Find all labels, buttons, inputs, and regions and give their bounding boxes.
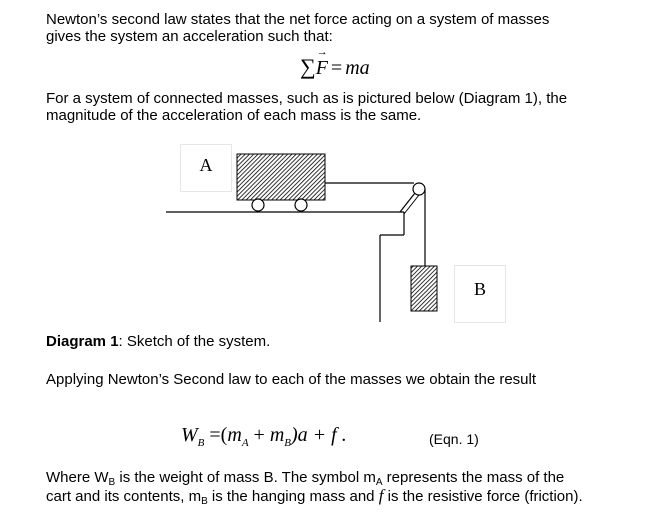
eq1-weight-sub: B: [197, 437, 205, 449]
closing-l1-a: Where W: [46, 469, 109, 486]
label-a: A: [199, 155, 213, 175]
closing-l2-b: is the hanging mass and: [207, 488, 379, 505]
closing-l1-sub2: A: [375, 477, 383, 488]
closing-l2-sub: B: [201, 496, 208, 507]
eq1-equals: =(: [204, 424, 228, 446]
eq1-mass-b: m: [269, 424, 285, 446]
caption-text: : Sketch of the system.: [118, 333, 271, 350]
closing-l2-c: is the resistive force (friction).: [383, 488, 583, 505]
paragraph2-line-1: For a system of connected masses, such as is pictured below (Diagram 1), the: [46, 90, 568, 107]
cart-wheel-right: [295, 199, 307, 211]
closing-l1-b: is the weight of mass B. The symbol m: [115, 469, 376, 486]
force-vector: → F: [316, 57, 328, 80]
diagram-caption: [46, 333, 270, 350]
mass-acceleration: ma: [345, 57, 370, 79]
intro-line-1: Newton’s second law states that the net force acting on a system of masses: [46, 11, 550, 28]
closing-l1-c: represents the mass of the: [382, 469, 565, 486]
equation-1: [181, 424, 347, 449]
hanging-mass-b: [411, 266, 437, 311]
cart-a: [237, 154, 325, 200]
label-b: B: [473, 279, 486, 299]
eq1-weight: W: [181, 424, 198, 446]
eq1-plus: +: [248, 424, 270, 446]
eq1-rest: )a + f .: [291, 424, 347, 446]
closing-l1-sub: B: [108, 477, 116, 488]
sum-symbol: ∑: [300, 54, 316, 79]
eq1-mass-b-sub: B: [284, 437, 292, 449]
closing-l2-a: cart and its contents, m: [46, 488, 202, 505]
equation-number: (Eqn. 1): [429, 431, 479, 447]
paragraph2-line-2: magnitude of the acceleration of each mass is the same.: [46, 107, 422, 124]
cart-wheel-left: [252, 199, 264, 211]
closing-line-2: [46, 487, 583, 510]
eq1-mass-a-sub: A: [241, 437, 249, 449]
intro-line-2: gives the system an acceleration such that:: [46, 28, 333, 45]
eq1-mass-a: m: [227, 424, 242, 446]
equals-sign: =: [330, 57, 343, 79]
closing-l2-f: f: [378, 486, 384, 505]
label-box-b: [454, 265, 506, 323]
caption-bold: Diagram 1: [46, 333, 119, 350]
applying-text: Applying Newton’s Second law to each of the masses we obtain the result: [46, 371, 537, 388]
